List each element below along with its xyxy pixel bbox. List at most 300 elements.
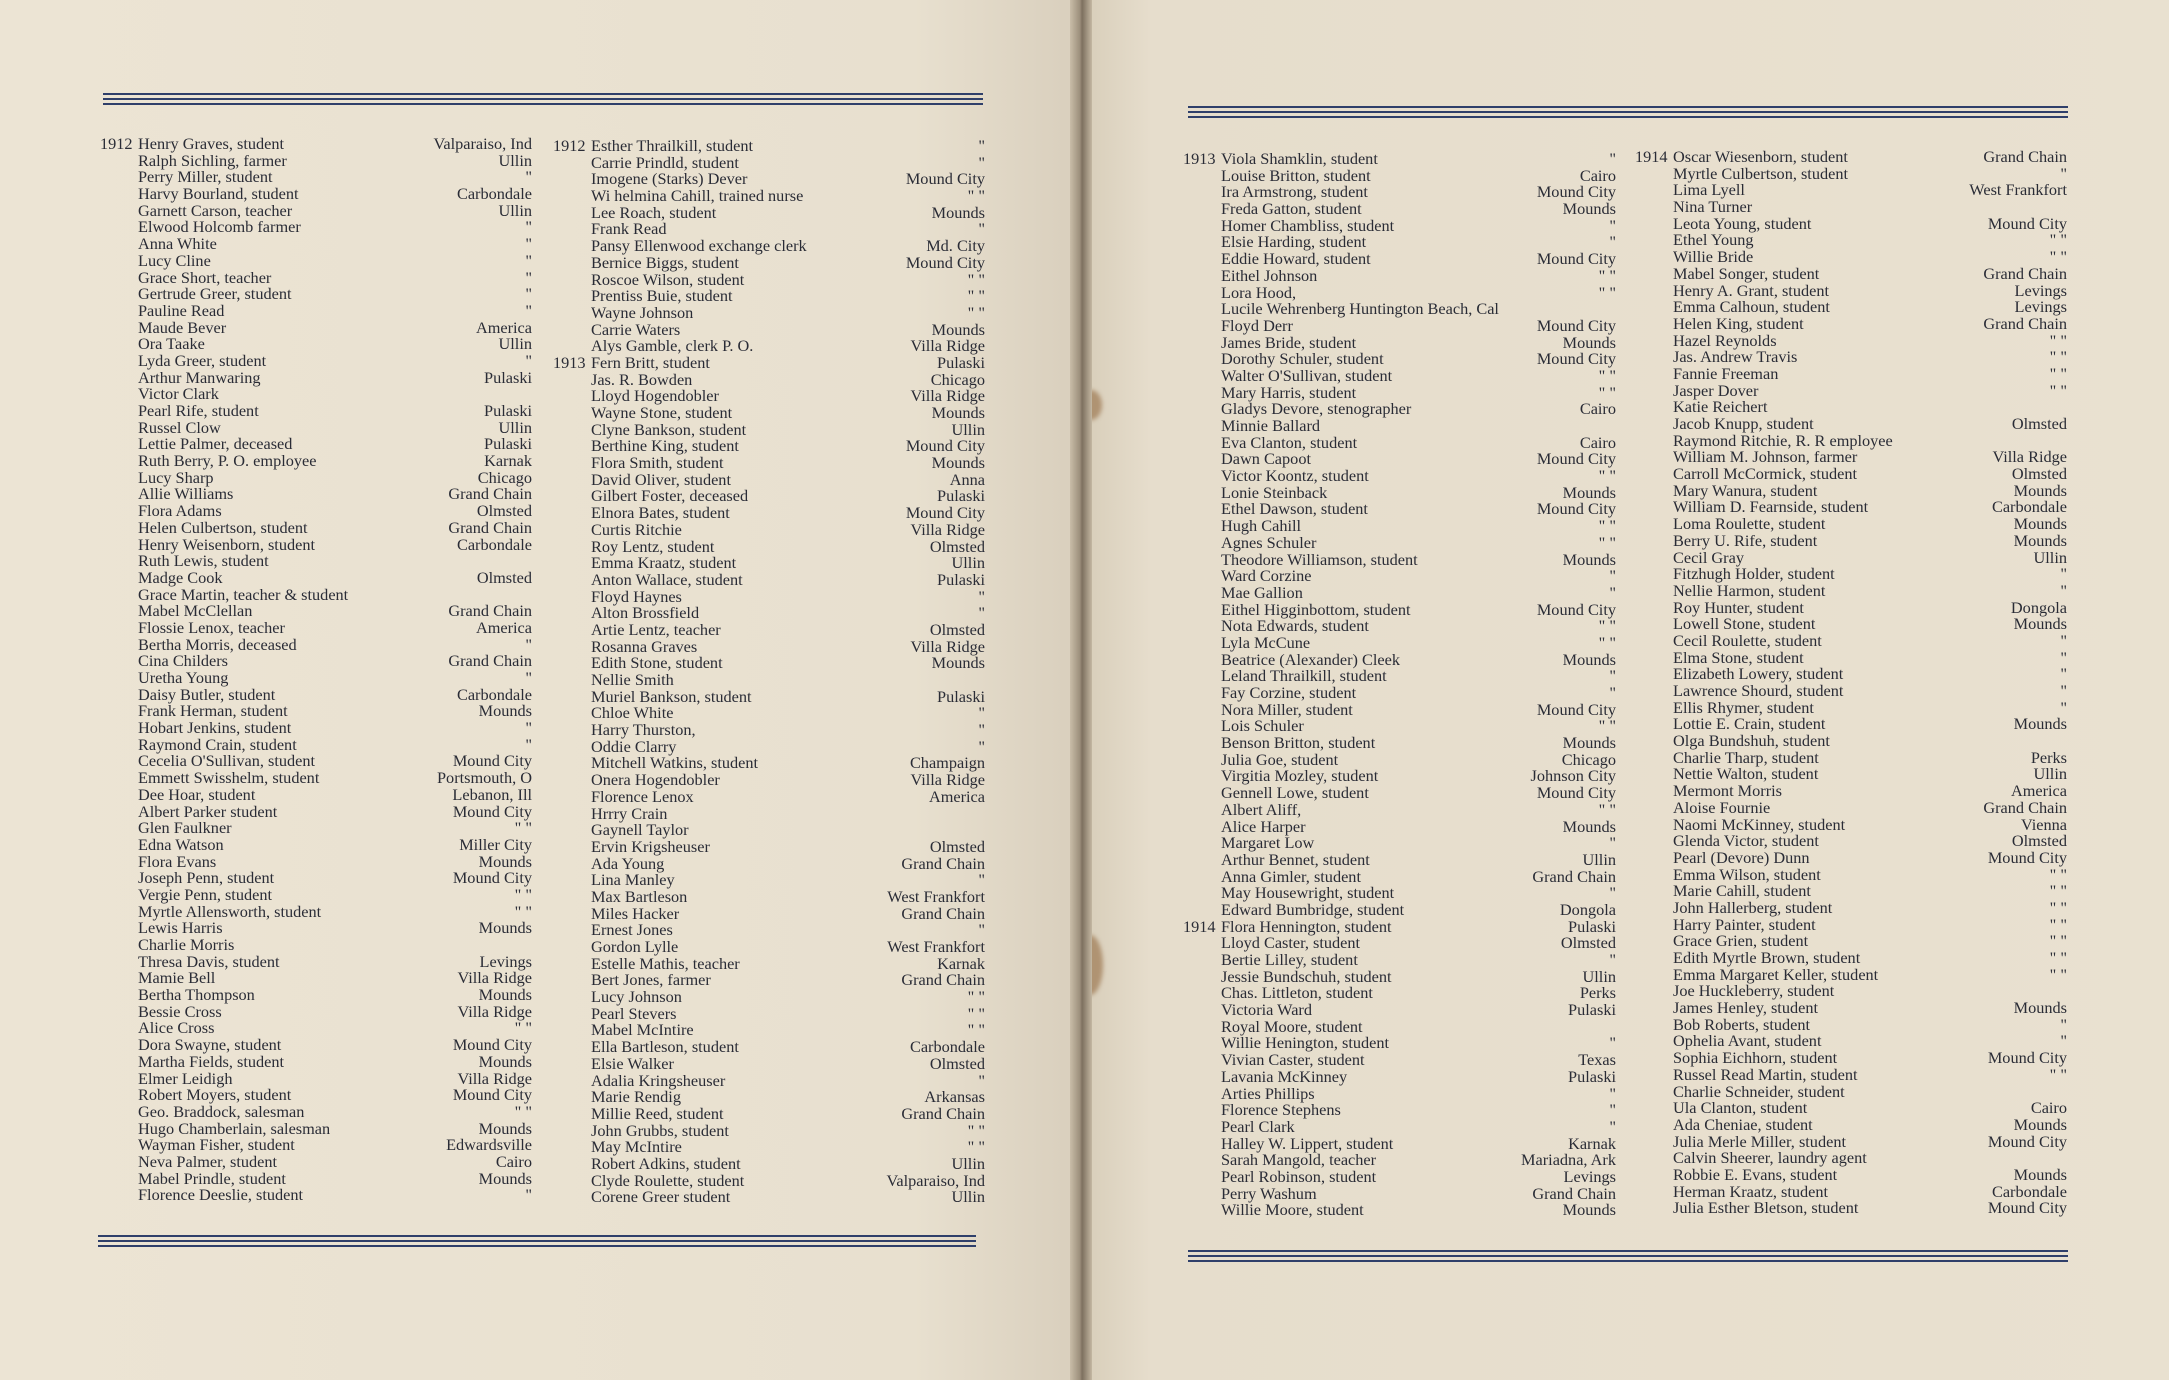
alumni-name: Berry U. Rife, student [1673,530,1818,550]
alumni-name: Freda Gatton, student [1221,199,1362,219]
alumni-residence: " " [2049,363,2067,383]
alumni-residence: Mound City [905,169,985,189]
alumni-name: Jacob Knupp, student [1673,414,1814,433]
alumni-residence: " " [2049,347,2067,367]
alumni-residence: Pulaski [484,367,532,387]
alumni-residence: " " [2049,897,2067,917]
alumni-name: Flora Evans [138,851,217,871]
alumni-residence: " " [967,1137,985,1157]
alumni-name: Berthine King, student [591,436,739,456]
alumni-name: Jessie Bundschuh, student [1221,966,1392,986]
alumni-residence: Karnak [1568,1133,1616,1153]
alumni-name: Glenda Victor, student [1673,831,1819,851]
alumni-residence: Pulaski [1568,1066,1616,1086]
class-year: 1914 [1635,147,1668,166]
alumni-name: Eithel Johnson [1221,265,1318,285]
alumni-name: Robert Moyers, student [138,1085,292,1105]
alumni-name: Ernest Jones [591,920,673,940]
alumni-name: Oddie Clarry [591,736,677,756]
alumni-name: May Housewright, student [1221,883,1395,903]
alumni-name: Walter O'Sullivan, student [1221,365,1393,385]
alumni-name: Pearl Rife, student [138,401,259,420]
alumni-residence: " " [967,269,985,289]
alumni-name: Arthur Bennet, student [1221,849,1370,869]
alumni-name: Ira Armstrong, student [1221,182,1368,202]
alumni-name: Julia Esther Bletson, student [1673,1198,1859,1218]
alumni-name: Halley W. Lippert, student [1221,1133,1394,1153]
alumni-name: John Grubbs, student [591,1120,729,1140]
alumni-name: Vergie Penn, student [138,884,273,904]
alumni-residence: " " [2049,247,2067,267]
alumni-name: Miles Hacker [591,903,680,923]
alumni-residence: Mound City [1536,783,1616,803]
alumni-name: John Hallerberg, student [1673,897,1833,917]
alumni-residence: Mounds [1562,549,1616,569]
class-year: 1912 [100,134,133,153]
alumni-residence: Grand Chain [448,651,532,671]
alumni-residence: Mound City [452,1035,532,1055]
alumni-name: Louise Britton, student [1221,165,1371,185]
alumni-residence: Grand Chain [1983,313,2067,333]
alumni-residence: Champaign [909,753,985,773]
alumni-name: Nota Edwards, student [1221,616,1369,636]
alumni-name: Homer Chambliss, student [1221,215,1395,235]
alumni-name: Grace Grien, student [1673,931,1809,951]
alumni-name: William D. Fearnside, student [1673,497,1869,517]
alumni-residence: West Frankfort [887,937,985,956]
class-year: 1914 [1183,916,1216,936]
alumni-residence: " " [514,884,532,904]
book-gutter [1070,0,1092,1380]
alumni-residence: " [978,720,985,740]
alumni-residence: " [1609,683,1616,702]
alumni-residence: Ullin [498,334,532,354]
alumni-residence: " " [1598,282,1616,302]
alumni-name: Mabel Prindle, student [138,1168,286,1188]
alumni-name: Lucy Johnson [591,987,682,1007]
alumni-residence: " [1609,582,1616,602]
alumni-name: Muriel Bankson, student [591,686,752,706]
alumni-residence: Pulaski [1568,916,1616,936]
alumni-residence: Cairo [2030,1098,2067,1118]
alumni-residence: Olmsted [2011,414,2067,433]
alumni-column-2 [553,138,985,1206]
alumni-residence: Grand Chain [1532,866,1616,886]
alumni-residence: Mounds [478,851,532,871]
alumni-name: Fannie Freeman [1673,363,1779,383]
alumni-residence: " [525,1185,532,1205]
alumni-residence: Mound City [1536,449,1616,469]
alumni-residence: Carbondale [456,684,532,704]
alumni-name: Perry Miller, student [138,167,273,187]
alumni-name: Cecelia O'Sullivan, student [138,751,316,771]
alumni-residence: " [978,586,985,606]
alumni-residence: Dongola [1559,899,1616,919]
alumni-residence: " [525,267,532,287]
alumni-residence: Levings [479,951,532,971]
alumni-residence: Mounds [1562,332,1616,352]
alumni-name: Emma Wilson, student [1673,864,1821,884]
alumni-residence: Ullin [951,1153,985,1173]
alumni-residence: Villa Ridge [457,968,532,988]
alumni-name: Albert Parker student [138,801,278,821]
alumni-name: Willie Henington, student [1221,1033,1390,1053]
alumni-residence: " [2060,647,2067,667]
alumni-name: Elizabeth Lowery, student [1673,664,1844,684]
alumni-residence: " " [2049,380,2067,400]
alumni-residence: " " [1598,716,1616,736]
alumni-residence: " " [967,186,985,206]
alumni-residence: Chicago [1561,749,1616,769]
alumni-residence: " [978,603,985,623]
alumni-name: Frank Herman, student [138,701,288,721]
alumni-name: Mamie Bell [138,968,216,988]
alumni-name: Martha Fields, student [138,1051,285,1071]
alumni-residence: Mounds [1562,816,1616,836]
alumni-name: Lucy Sharp [138,467,214,487]
alumni-residence: Mound City [1987,213,2067,233]
alumni-name: Ula Clanton, student [1673,1098,1808,1118]
alumni-name: Clyde Roulette, student [591,1170,745,1190]
alumni-name: Ervin Krigsheuser [591,836,710,856]
alumni-residence: America [475,317,532,337]
alumni-residence: " " [2049,230,2067,250]
alumni-residence: " [525,718,532,738]
alumni-residence: Vienna [2020,814,2067,834]
alumni-residence: Villa Ridge [1992,447,2067,467]
alumni-residence: " " [967,1003,985,1023]
alumni-residence: Mounds [1562,482,1616,502]
alumni-name: Gennell Lowe, student [1221,783,1369,803]
alumni-residence: " [1609,883,1616,903]
alumni-name: Dee Hoar, student [138,784,256,804]
alumni-name: Alice Cross [138,1018,215,1038]
alumni-name: Eva Clanton, student [1221,432,1358,452]
alumni-name: Roy Lentz, student [591,536,715,556]
alumni-name: Jasper Dover [1673,380,1759,400]
alumni-name: Emma Kraatz, student [591,553,737,573]
alumni-name: Julia Merle Miller, student [1673,1131,1846,1151]
alumni-residence: Ullin [2033,764,2067,784]
alumni-residence: Johnson City [1530,766,1616,786]
alumni-name: Florence Stephens [1221,1100,1341,1120]
alumni-residence: Edwardsville [446,1135,532,1155]
alumni-residence: Pulaski [937,686,985,706]
alumni-name: Roscoe Wilson, student [591,269,745,289]
alumni-name: Theodore Williamson, student [1221,549,1418,569]
alumni-name: Charlie Schneider, student [1673,1081,1845,1101]
alumni-name: Floyd Haynes [591,586,682,606]
alumni-residence: Mounds [478,918,532,938]
alumni-name: Leland Thrailkill, student [1221,666,1387,686]
alumni-residence: " " [967,1120,985,1140]
alumni-residence: Ullin [498,417,532,437]
alumni-name: Lawrence Shourd, student [1673,681,1844,700]
alumni-residence: Mound City [1536,599,1616,619]
alumni-residence: Villa Ridge [457,1068,532,1088]
alumni-name: Lavania McKinney [1221,1066,1348,1086]
alumni-residence: Mound City [1536,182,1616,202]
alumni-residence: Grand Chain [901,903,985,923]
alumni-name: Dora Swayne, student [138,1035,282,1055]
alumni-residence: " [525,734,532,754]
alumni-residence: " [1609,666,1616,686]
alumni-residence: Mounds [2013,1114,2067,1134]
alumni-name: Lloyd Hogendobler [591,386,719,406]
alumni-residence: " " [1598,799,1616,819]
alumni-residence: Miller City [459,834,532,854]
alumni-residence: Pulaski [937,486,985,506]
alumni-entry [553,1189,985,1206]
alumni-residence: " " [514,818,532,838]
alumni-name: Pauline Read [138,300,225,320]
alumni-residence: " [978,703,985,723]
alumni-name: Eithel Higginbottom, student [1221,599,1411,619]
alumni-residence: Mound City [452,751,532,771]
alumni-residence: Perks [1579,983,1616,1003]
alumni-name: Grace Short, teacher [138,267,272,287]
alumni-residence: West Frankfort [887,886,985,906]
alumni-column-1 [100,136,532,1204]
alumni-name: Russel Read Martin, student [1673,1064,1858,1084]
alumni-residence: " [978,920,985,940]
class-year: 1913 [1183,149,1216,168]
alumni-residence: " [525,250,532,270]
alumni-name: Estelle Mathis, teacher [591,953,740,973]
alumni-entry [100,517,532,537]
alumni-residence: " " [2049,330,2067,350]
alumni-residence: Mounds [2013,1164,2067,1184]
alumni-name: Harry Painter, student [1673,914,1816,934]
alumni-residence: Mound City [452,868,532,888]
alumni-name: Ellis Rhymer, student [1673,697,1814,717]
alumni-name: Corene Greer student [591,1187,731,1207]
alumni-name: Alys Gamble, clerk P. O. [591,336,754,356]
alumni-name: Leota Young, student [1673,213,1812,233]
alumni-name: Hugo Chamberlain, salesman [138,1118,331,1138]
alumni-column-3 [1183,151,1616,1219]
alumni-name: Neva Palmer, student [138,1151,278,1171]
alumni-residence: Mariadna, Ark [1521,1150,1616,1170]
alumni-name: Ada Young [591,853,665,873]
alumni-name: Hrrry Crain [591,803,668,823]
alumni-residence: Mounds [2013,998,2067,1018]
alumni-residence: " " [1598,632,1616,652]
alumni-name: Millie Reed, student [591,1103,724,1123]
alumni-residence: Mounds [931,653,985,673]
alumni-residence: " " [1598,466,1616,486]
alumni-residence: Chicago [477,467,532,487]
alumni-name: Clyne Bankson, student [591,419,747,439]
alumni-name: May McIntire [591,1137,682,1157]
alumni-name: Bessie Cross [138,1001,222,1021]
alumni-name: Mary Wanura, student [1673,480,1818,500]
alumni-name: Bertha Thompson [138,985,255,1005]
alumni-residence: " [525,634,532,654]
alumni-residence: " [2060,1031,2067,1051]
alumni-name: Artie Lentz, teacher [591,619,721,639]
alumni-name: Albert Aliff, [1221,799,1302,819]
alumni-residence: America [928,786,985,806]
alumni-residence: Karnak [937,953,985,973]
alumni-residence: Levings [1563,1166,1616,1186]
alumni-residence: Arkansas [924,1087,985,1107]
alumni-residence: " " [1598,616,1616,636]
alumni-name: Florence Deeslie, student [138,1185,304,1205]
alumni-residence: " [978,219,985,239]
alumni-residence: " [978,136,985,155]
alumni-name: Harry Thurston, [591,720,696,740]
alumni-residence: " [2060,163,2067,183]
alumni-name: Carroll McCormick, student [1673,464,1858,484]
alumni-residence: Mounds [2013,714,2067,734]
alumni-name: Bertie Lilley, student [1221,950,1358,969]
alumni-name: Charlie Tharp, student [1673,747,1819,767]
alumni-residence: Mounds [2013,514,2067,534]
alumni-name: Nora Miller, student [1221,699,1353,719]
alumni-residence: Villa Ridge [910,336,985,356]
alumni-name: Anna Gimler, student [1221,866,1361,886]
alumni-residence: Mounds [1562,733,1616,753]
alumni-residence: Mounds [1562,199,1616,219]
alumni-residence: " " [1598,365,1616,385]
alumni-residence: " " [967,987,985,1007]
alumni-residence: " " [1598,265,1616,285]
alumni-residence: " [525,217,532,237]
alumni-name: Sophia Eichhorn, student [1673,1048,1838,1068]
alumni-residence: Levings [2014,297,2067,317]
alumni-residence: Mounds [478,985,532,1005]
alumni-residence: " " [1598,516,1616,536]
alumni-residence: Dongola [2010,597,2067,617]
alumni-name: Wayne Johnson [591,302,694,322]
alumni-residence: " " [514,1018,532,1038]
alumni-residence: " [1609,232,1616,252]
alumni-name: Lonie Steinback [1221,482,1328,502]
alumni-residence: " [1609,149,1616,168]
alumni-residence: Grand Chain [901,1103,985,1123]
alumni-name: Imogene (Starks) Dever [591,169,748,189]
alumni-residence: Mounds [2013,530,2067,550]
alumni-entry [553,519,985,539]
alumni-name: Ophelia Avant, student [1673,1031,1822,1051]
alumni-residence: Mound City [1987,847,2067,867]
alumni-name: Gilbert Foster, deceased [591,486,749,506]
alumni-name: Perry Washum [1221,1183,1317,1203]
alumni-residence: Valparaiso, Ind [433,134,532,153]
alumni-residence: " " [967,1020,985,1040]
alumni-name: Willie Moore, student [1221,1200,1364,1220]
alumni-name: Russel Clow [138,417,221,437]
alumni-name: Nettie Walton, student [1673,764,1819,784]
alumni-residence: Olmsted [476,501,532,521]
alumni-residence: Chicago [930,369,985,389]
alumni-name: Maude Bever [138,317,227,337]
alumni-residence: Ullin [498,150,532,170]
alumni-name: Daisy Butler, student [138,684,276,704]
alumni-residence: Grand Chain [1532,1183,1616,1203]
alumni-name: Lowell Stone, student [1673,614,1816,634]
alumni-residence: Olmsted [929,619,985,639]
alumni-name: Marie Rendig [591,1087,681,1107]
alumni-residence: " " [514,901,532,921]
alumni-residence: Olmsted [929,1053,985,1073]
alumni-residence: Olmsted [476,567,532,587]
alumni-name: Elsie Walker [591,1053,674,1073]
alumni-residence: Carbondale [909,1037,985,1057]
alumni-name: Mae Gallion [1221,582,1303,602]
alumni-name: Beatrice (Alexander) Cleek [1221,649,1400,669]
alumni-residence: " [1609,215,1616,235]
alumni-name: Lyla McCune [1221,632,1311,652]
alumni-name: Joseph Penn, student [138,868,275,888]
alumni-residence: Pulaski [484,401,532,420]
alumni-residence: " [1609,566,1616,586]
alumni-name: Gordon Lylle [591,937,679,956]
alumni-name: Flora Adams [138,501,222,521]
alumni-name: James Henley, student [1673,998,1818,1018]
alumni-name: Ruth Berry, P. O. employee [138,451,317,471]
alumni-residence: Mound City [1536,499,1616,519]
alumni-name: Pansy Ellenwood exchange clerk [591,236,807,256]
alumni-residence: Pulaski [937,569,985,589]
alumni-residence: Pulaski [937,352,985,372]
alumni-residence: " [525,300,532,320]
alumni-residence: West Frankfort [1969,180,2067,200]
alumni-residence: Villa Ridge [910,636,985,656]
alumni-name: Elsie Harding, student [1221,232,1367,252]
alumni-name: Dorothy Schuler, student [1221,349,1384,369]
alumni-name: Charlie Morris [138,935,235,954]
alumni-name: Carrie Waters [591,319,681,339]
alumni-name: Roy Hunter, student [1673,597,1804,617]
alumni-residence: " [2060,664,2067,684]
alumni-residence: " " [1598,532,1616,552]
alumni-residence: " " [2049,864,2067,884]
alumni-name: Max Bartleson [591,886,688,906]
alumni-name: Harvy Bourland, student [138,184,299,204]
alumni-name: Minnie Ballard [1221,416,1321,435]
alumni-residence: Mound City [1987,1048,2067,1068]
alumni-name: Lettie Palmer, deceased [138,434,293,454]
alumni-name: Emma Margaret Keller, student [1673,964,1879,984]
alumni-name: Lina Manley [591,870,675,890]
alumni-name: Lora Hood, [1221,282,1297,302]
alumni-name: Flora Hennington, student [1221,916,1392,936]
alumni-name: Elnora Bates, student [591,503,730,523]
alumni-residence: " " [2049,964,2067,984]
alumni-name: Flossie Lenox, teacher [138,617,285,637]
alumni-residence: Grand Chain [448,517,532,537]
alumni-residence: Cairo [1579,165,1616,185]
alumni-residence: Grand Chain [901,853,985,873]
alumni-name: Lee Roach, student [591,202,717,222]
alumni-name: Mermont Morris [1673,781,1782,801]
alumni-name: Anton Wallace, student [591,569,743,589]
alumni-name: Mabel McIntire [591,1020,694,1040]
alumni-name: Fern Britt, student [591,352,710,372]
alumni-residence: " " [967,302,985,322]
alumni-name: Allie Williams [138,484,234,504]
alumni-name: Pearl Clark [1221,1116,1295,1136]
alumni-name: Grace Martin, teacher & student [138,584,349,604]
alumni-residence: " [525,668,532,687]
alumni-entry [1635,1064,2067,1084]
alumni-name: Victoria Ward [1221,1000,1312,1020]
alumni-name: Robbie E. Evans, student [1673,1164,1838,1184]
alumni-name: Edith Stone, student [591,653,723,673]
alumni-residence: Mounds [931,319,985,339]
